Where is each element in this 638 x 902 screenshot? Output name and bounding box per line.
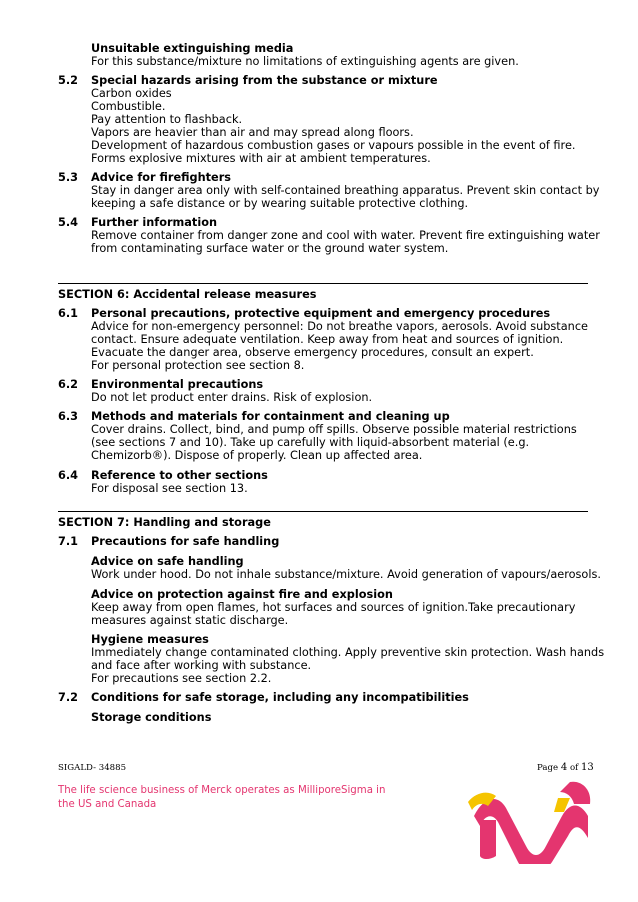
safe-handling-text: Work under hood. Do not inhale substance/mixture. Avoid generation of vapours/aerosols. [91,568,601,581]
section-6-1-number: 6.1 [58,307,79,320]
unsuitable-media-text: For this substance/mixture no limitations of extinguishing agents are given. [91,55,519,68]
section-6-2-line: Do not let product enter drains. Risk of explosion. [91,391,373,404]
section-5-3-heading: Advice for firefighters [91,171,232,184]
section-divider [58,283,588,284]
section-5-2-line: Vapors are heavier than air and may spread along floors. [91,126,414,139]
page-prefix: Page [537,763,559,773]
section-6-2-heading: Environmental precautions [91,378,264,391]
section-5-2-heading: Special hazards arising from the substance or mixture [91,74,438,87]
section-5-2-line: Combustible. [91,100,166,113]
section-6-1-heading: Personal precautions, protective equipment and emergency procedures [91,307,551,320]
section-divider [58,511,588,512]
page-number: 4 [560,762,568,773]
page-indicator [537,763,594,773]
hygiene-line: and face after working with substance. [91,659,312,672]
hygiene-line: Immediately change contaminated clothing. Apply preventive skin protection. Wash hands [91,646,605,659]
section-7-title: SECTION 7: Handling and storage [58,516,271,529]
section-7-2-heading: Conditions for safe storage, including any incompatibilities [91,691,469,704]
section-6-4-number: 6.4 [58,469,79,482]
page-of: of [569,763,579,773]
section-6-3-line: Cover drains. Collect, bind, and pump off spills. Observe possible material restrictions [91,423,577,436]
section-6-1-line: Evacuate the danger area, observe emergency procedures, consult an expert. [91,346,534,359]
section-6-1-line: contact. Ensure adequate ventilation. Keep away from heat and sources of ignition. [91,333,564,346]
section-5-4-number: 5.4 [58,216,79,229]
section-6-3-line: (see sections 7 and 10). Take up carefully with liquid-absorbent material (e.g. [91,436,530,449]
section-7-2-number: 7.2 [58,691,79,704]
section-6-1-line: Advice for non-emergency personnel: Do not breathe vapors, aerosols. Avoid substance [91,320,588,333]
section-5-2-line: Forms explosive mixtures with air at ambient temperatures. [91,152,431,165]
fire-protection-heading: Advice on protection against fire and explosion [91,588,393,601]
fire-protection-line: Keep away from open flames, hot surfaces and sources of ignition.Take precautionary [91,601,576,614]
page-total: 13 [581,762,594,773]
section-6-4-heading: Reference to other sections [91,469,268,482]
section-6-title: SECTION 6: Accidental release measures [58,288,317,301]
footer-note-line: The life science business of Merck operates as MilliporeSigma in [58,785,386,796]
section-5-2-line: Development of hazardous combustion gases or vapours possible in the event of fire. [91,139,576,152]
section-7-1-heading: Precautions for safe handling [91,535,280,548]
section-6-3-heading: Methods and materials for containment and cleaning up [91,410,450,423]
merck-footer-note [58,784,385,811]
section-5-4-heading: Further information [91,216,218,229]
product-code: SIGALD- 34885 [58,763,127,773]
section-7-1-number: 7.1 [58,535,79,548]
section-6-1-line: For personal protection see section 8. [91,359,305,372]
section-5-2-line: Carbon oxides [91,87,172,100]
footer-note-line: the US and Canada [58,798,157,810]
section-5-4-line: Remove container from danger zone and cool with water. Prevent fire extinguishing water [91,229,600,242]
logo-left-bar-shape [480,820,496,859]
hygiene-line: For precautions see section 2.2. [91,672,272,685]
storage-conditions-heading: Storage conditions [91,711,212,724]
section-5-2-number: 5.2 [58,74,79,87]
fire-protection-line: measures against static discharge. [91,614,289,627]
section-6-4-line: For disposal see section 13. [91,482,248,495]
section-5-3-line: Stay in danger area only with self-contained breathing apparatus. Prevent skin contact by [91,184,600,197]
safe-handling-heading: Advice on safe handling [91,555,244,568]
unsuitable-media-heading: Unsuitable extinguishing media [91,42,294,55]
section-6-3-number: 6.3 [58,410,79,423]
merck-logo-icon [466,776,596,864]
section-6-3-line: Chemizorb®). Dispose of properly. Clean up affected area. [91,449,423,462]
section-5-2-line: Pay attention to flashback. [91,113,243,126]
section-5-3-number: 5.3 [58,171,79,184]
section-5-3-line: keeping a safe distance or by wearing suitable protective clothing. [91,197,469,210]
hygiene-heading: Hygiene measures [91,633,209,646]
section-6-2-number: 6.2 [58,378,79,391]
section-5-4-line: from contaminating surface water or the ground water system. [91,242,449,255]
